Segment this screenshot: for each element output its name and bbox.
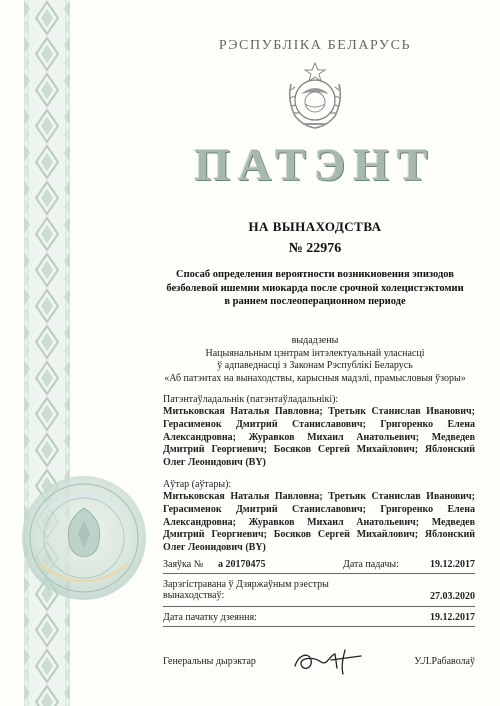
authors-label: Аўтар (аўтары): <box>163 479 232 490</box>
issued-line: Нацыянальным цэнтрам інтэлектуальнай уласнасці <box>205 347 425 359</box>
divider <box>163 606 475 607</box>
issued-line: выдадзены <box>291 335 339 346</box>
issued-line: «Аб патэнтах на вынаходствы, карысныя мадэлі, прамысловыя ўзоры» <box>164 372 466 384</box>
holders-names: Митьковская Наталья Павловна; Третьяк Станислав Иванович; Герасименок Дмитрий Станиславович; Григоренко Елена Александровна; Журавков Михаил Анатольевич; Медведев Дмитрий Георгиевич; Босяков Сергей Михайлович; Яблонский Олег Леонидович (BY) <box>163 406 475 469</box>
registration-row <box>163 579 475 601</box>
registration-date: 27.03.2020 <box>430 591 475 602</box>
filing-date: 19.12.2017 <box>430 559 475 570</box>
handwritten-signature <box>291 646 365 676</box>
issued-by-block <box>150 335 480 385</box>
patent-number: № 22976 <box>288 241 342 256</box>
registration-label-line1: Зарэгістравана ў Дзяржаўным рэестры <box>163 579 329 590</box>
invention-title-line: в раннем послеоперационном периоде <box>224 296 406 307</box>
validity-row <box>163 612 475 623</box>
issued-line: ў адпаведнасці з Законам Рэспублікі Беларусь <box>217 360 413 371</box>
validity-label: Дата пачатку дзеяння: <box>163 612 257 623</box>
invention-title-line: Спосаб определения вероятности возникновения эпизодов <box>176 269 454 280</box>
invention-title <box>160 268 470 309</box>
invention-title-line: безболевой ишемии миокарда после срочной холецистэктомии <box>166 282 464 294</box>
holders-label: Патэнтаўладальнік (патэнтаўладальнікі): <box>163 394 339 405</box>
country-heading: РЭСПУБЛІКА БЕЛАРУСЬ <box>218 38 412 53</box>
authors <box>163 478 475 555</box>
application-number: a 20170475 <box>218 559 266 570</box>
signatory-name: У.Л.Рабаволаў <box>414 656 475 667</box>
state-emblem-icon <box>283 60 347 130</box>
document-subtitle: НА ВЫНАХОДСТВА <box>248 219 382 234</box>
application-row <box>163 559 475 570</box>
divider <box>163 626 475 627</box>
registration-label-line2: вынаходстваў: <box>163 590 225 601</box>
patent-holders <box>163 393 475 470</box>
application-label: Заяўка № <box>163 559 204 570</box>
signatory-role: Генеральны дырэктар <box>163 656 256 667</box>
divider <box>163 573 475 574</box>
document-title: ПАТЭНТ <box>194 139 436 190</box>
hologram-seal <box>14 468 154 608</box>
filing-date-label: Дата падачы: <box>343 559 399 570</box>
authors-names: Митьковская Наталья Павловна; Третьяк Станислав Иванович; Герасименок Дмитрий Станиславович; Григоренко Елена Александровна; Журавков Михаил Анатольевич; Медведев Дмитрий Георгиевич; Босяков Сергей Михайлович; Яблонский Олег Леонидович (BY) <box>163 491 475 554</box>
validity-date: 19.12.2017 <box>430 612 475 623</box>
